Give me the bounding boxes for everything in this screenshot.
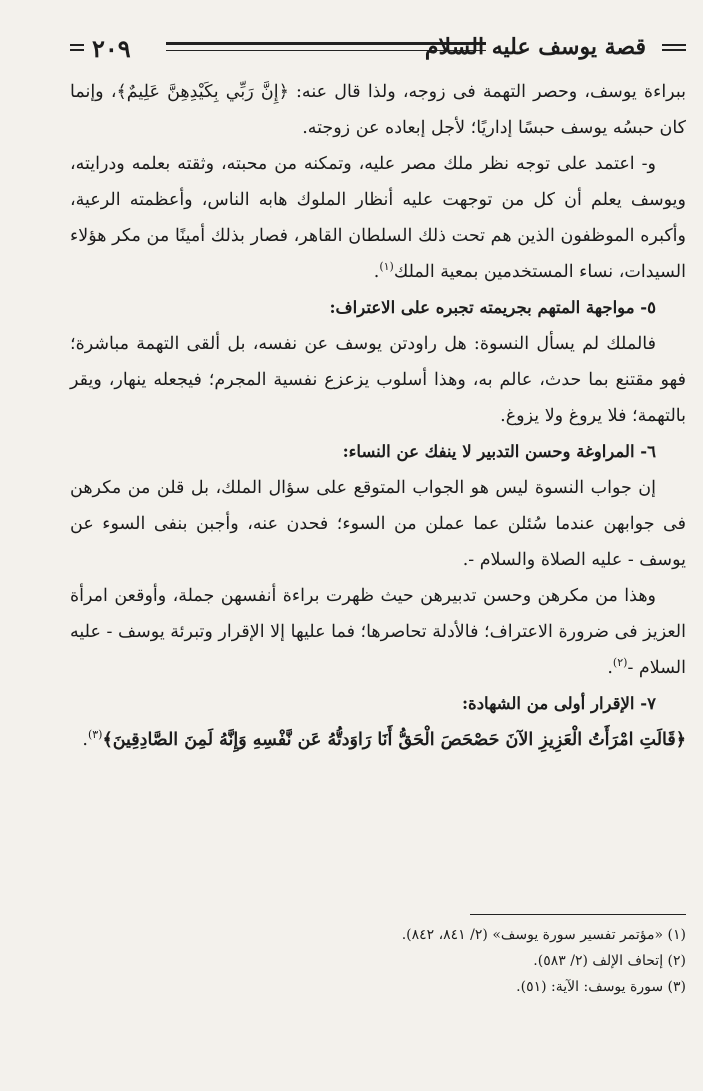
page-number: ٢٠٩ bbox=[92, 34, 131, 63]
paragraph-3: فالملك لم يسأل النسوة: هل راودتن يوسف عن نفسه، بل ألقى التهمة مباشرة؛ فهو مقتنع بما حدث، عالم به، وهذا أسلوب يزعزع نفسية المجرم؛ فيجعله ينهار، ويقر بالتهمة؛ فلا يروغ ولا يزوغ. bbox=[70, 334, 686, 426]
header-left-ornament bbox=[70, 44, 84, 51]
paragraph-5 bbox=[70, 578, 686, 686]
quran-verse-text: ﴿قَالَتِ امْرَأَتُ الْعَزِيزِ الآنَ حَصْحَصَ الْحَقُّ أَنَا رَاوَدتُّهُ عَن نَّفْسِهِ وَإِنَّهُ لَمِنَ الصَّادِقِينَ﴾ bbox=[102, 730, 686, 750]
section-heading-5: ٥- مواجهة المتهم بجريمته تجبره على الاعتراف: bbox=[329, 298, 656, 317]
running-header bbox=[70, 30, 686, 66]
section-heading-6: ٦- المراوغة وحسن التدبير لا ينفك عن النساء: bbox=[342, 442, 656, 461]
footnote-3: (٣) سورة يوسف: الآية: (٥١). bbox=[516, 979, 686, 995]
footnote-1: (١) «مؤتمر تفسير سورة يوسف» (٢/ ٨٤١، ٨٤٢). bbox=[401, 927, 686, 943]
main-text bbox=[70, 74, 686, 758]
paragraph-1: ببراءة يوسف، وحصر التهمة فى زوجه، ولذا قال عنه: ﴿إِنَّ رَبِّي بِكَيْدِهِنَّ عَلِيمٌ﴾، وإنما كان حبسُه يوسف حبسًا إداريًا؛ لأجل إبعاده عن زوجته. bbox=[70, 82, 686, 138]
paragraph-2-text: و- اعتمد على توجه نظر ملك مصر عليه، وتمكنه من محبته، وثقته بعلمه ودرايته، ويوسف يعلم أن كل من توجهت عليه أنظار الملوك هابه الناس، وأعظمته الرعية، وأكبره الموظفون الذين هم تحت ذلك السلطان القاهر، فصار بذلك أمينًا من مكر هؤلاء السيدات، نساء المستخدمين بمعية الملك bbox=[70, 154, 686, 282]
footnote-ref-3: (٣) bbox=[87, 728, 103, 742]
footnote-2: (٢) إتحاف الإلف (٢/ ٥٨٣). bbox=[533, 953, 686, 969]
paragraph-2-end: . bbox=[373, 262, 380, 282]
section-heading-7: ٧- الإقرار أولى من الشهادة: bbox=[461, 694, 656, 713]
chapter-title: قصة يوسف عليه السلام bbox=[424, 34, 646, 60]
footnote-ref-2: (٢) bbox=[612, 656, 628, 670]
footnote-separator bbox=[470, 914, 686, 915]
paragraph-2 bbox=[70, 146, 686, 290]
paragraph-5-text: وهذا من مكرهن وحسن تدبيرهن حيث ظهرت براءة أنفسهن جملة، وأوقعن امرأة العزيز فى ضرورة الاعتراف؛ فالأدلة تحاصرها؛ فما عليها إلا الإقرار وتبرئة يوسف - عليه السلام - bbox=[70, 586, 686, 678]
paragraph-4: إن جواب النسوة ليس هو الجواب المتوقع على سؤال الملك، بل قلن من مكرهن فى جوابهن عندما سُئلن عما عملن من السوء؛ فحدن عنه، وأجبن بنفى السوء عن يوسف - عليه الصلاة والسلام -. bbox=[70, 478, 686, 570]
header-right-ornament bbox=[662, 44, 686, 51]
quran-verse-end: . bbox=[82, 730, 88, 750]
paragraph-5-end: . bbox=[607, 658, 613, 678]
footnote-ref-1: (١) bbox=[379, 260, 394, 274]
footnotes bbox=[70, 922, 686, 1000]
quran-verse bbox=[70, 722, 686, 758]
